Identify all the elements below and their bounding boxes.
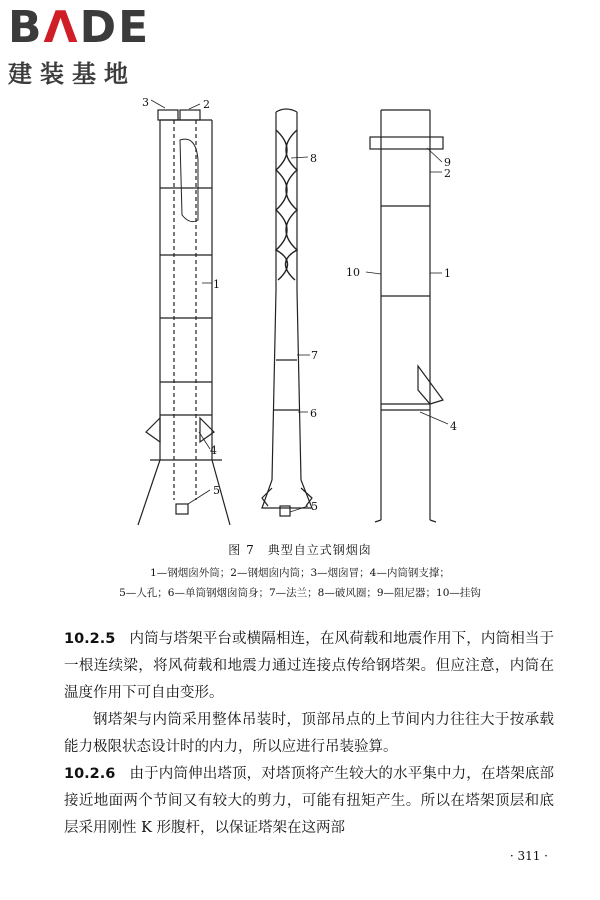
label-10: 10	[346, 266, 360, 279]
paragraph-10-2-5-body: 内筒与塔架平台或横隔相连，在风荷载和地震作用下，内筒相当于一根连续梁，将风荷载和地震力通过连接点传给钢塔架。但应注意，内筒在温度作用下可自由变形。	[64, 631, 554, 701]
label-9: 9	[444, 156, 451, 169]
chimney-cap-3	[158, 110, 178, 120]
logo-subtitle: 建装基地	[8, 60, 136, 88]
label-8: 8	[310, 152, 317, 165]
chimney-cap-2	[180, 110, 200, 120]
right-chimney	[366, 110, 448, 522]
middle-chimney	[262, 109, 312, 516]
label-5-middle: 5	[311, 500, 318, 513]
label-3: 3	[142, 96, 149, 109]
label-1-left: 1	[213, 278, 220, 291]
figure-legend-line1: 1—钢烟囱外筒；2—钢烟囱内筒；3—烟囱冒；4—内筒钢支撑；	[150, 567, 450, 579]
page-number: · 311 ·	[509, 849, 548, 863]
manhole-left	[176, 504, 188, 514]
paragraph-hoisting: 钢塔架与内筒采用整体吊装时，顶部吊点的上节间内力往往大于按承载能力极限状态设计时的内力，所以应进行吊装验算。	[64, 712, 554, 755]
section-number-10-2-5: 10.2.5	[64, 631, 116, 647]
label-2-right: 2	[444, 167, 451, 180]
label-5-left: 5	[213, 484, 220, 497]
paragraph-10-2-6-body: 由于内筒伸出塔顶，对塔顶将产生较大的水平集中力，在塔架底部接近地面两个节间又有较大的剪力，可能有扭矩产生。所以在塔架顶层和底层采用刚性 K 形腹杆，以保证塔架在这两部	[64, 766, 554, 836]
label-2-left: 2	[203, 98, 210, 111]
logo-wordmark: BΛDE	[8, 2, 151, 53]
label-4-right: 4	[450, 420, 457, 433]
figure-caption: 图 7 典型自立式钢烟囱	[228, 543, 372, 557]
label-4-left: 4	[210, 444, 217, 457]
section-number-10-2-6: 10.2.6	[64, 766, 116, 782]
label-7: 7	[311, 349, 318, 362]
paragraph-10-2-6	[64, 761, 554, 842]
left-chimney	[138, 100, 230, 525]
label-1-right: 1	[444, 267, 451, 280]
label-6: 6	[310, 407, 317, 420]
figure-legend-line2: 5—人孔；6—单筒钢烟囱筒身；7—法兰；8—破风圈；9—阻尼器；10—挂钩	[119, 587, 481, 599]
paragraph-10-2-5	[64, 626, 554, 707]
